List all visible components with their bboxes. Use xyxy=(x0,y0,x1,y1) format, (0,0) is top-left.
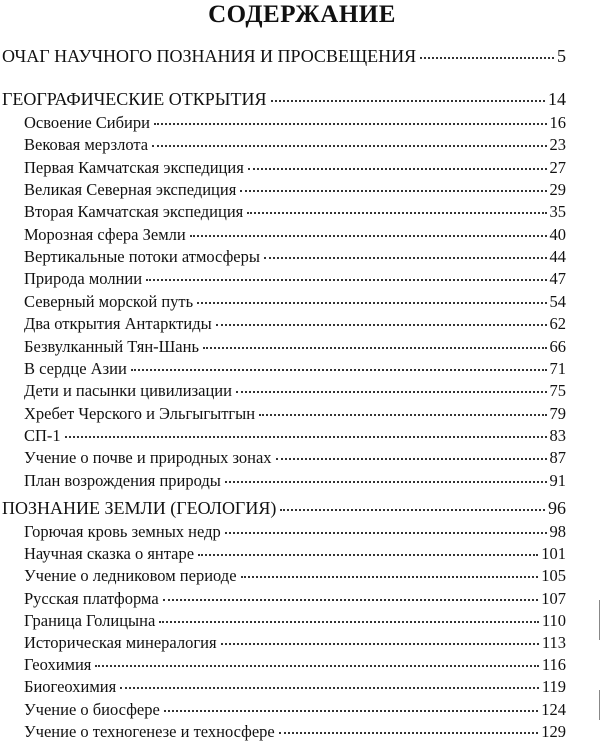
toc-entry-item-title: Русская платформа xyxy=(24,589,159,608)
dot-leader xyxy=(271,99,545,102)
toc-entry-item xyxy=(24,565,566,586)
toc-entry-item-title: Морозная сфера Земли xyxy=(24,225,186,244)
toc-section-heading-page-number: 14 xyxy=(548,89,566,109)
dot-leader xyxy=(240,189,546,192)
toc-entry-item-page-number: 79 xyxy=(549,404,566,423)
toc-entry-item-page-number: 91 xyxy=(549,471,566,490)
page-title: СОДЕРЖАНИЕ xyxy=(208,1,396,28)
toc-entry-item-page-number: 66 xyxy=(549,337,566,356)
toc-section-heading-title: ГЕОГРАФИЧЕСКИЕ ОТКРЫТИЯ xyxy=(2,89,267,109)
toc-entry-item-page-number: 75 xyxy=(549,381,566,400)
toc-entry-item-title: Хребет Черского и Эльгыгытгын xyxy=(24,404,256,423)
toc-entry-item-page-number: 23 xyxy=(549,135,566,154)
dot-leader xyxy=(65,435,547,438)
toc-entry-item xyxy=(24,588,566,609)
toc-entry-item xyxy=(24,425,566,446)
dot-leader xyxy=(95,664,538,667)
toc-entry-item xyxy=(24,201,566,222)
toc-entry-item-title: Безвулканный Тян-Шань xyxy=(24,337,199,356)
toc-entry-item xyxy=(24,470,566,491)
toc-entry-item-page-number: 105 xyxy=(541,566,566,585)
toc-section-heading-page-number: 96 xyxy=(548,498,566,518)
dot-leader xyxy=(131,368,547,371)
toc-entry-item-title: Северный морской путь xyxy=(24,292,194,311)
scan-edge-line xyxy=(599,600,600,640)
dot-leader xyxy=(216,323,547,326)
toc-entry-item xyxy=(24,521,566,542)
toc-entry-item-page-number: 129 xyxy=(541,722,566,741)
toc-entry-item-title: Вертикальные потоки атмосферы xyxy=(24,247,260,266)
toc-entry-item-page-number: 116 xyxy=(541,655,566,674)
dot-leader xyxy=(163,598,539,601)
dot-leader xyxy=(198,553,538,556)
toc-entry-item xyxy=(24,336,566,357)
toc-section-heading-title: ПОЗНАНИЕ ЗЕМЛИ (ГЕОЛОГИЯ) xyxy=(2,498,277,518)
toc-entry-item-title: Учение о ледниковом периоде xyxy=(24,566,237,585)
toc-entry-item-page-number: 62 xyxy=(549,314,566,333)
toc-section-heading-title: ОЧАГ НАУЧНОГО ПОЗНАНИЯ И ПРОСВЕЩЕНИЯ xyxy=(2,46,417,66)
dot-leader xyxy=(225,531,547,534)
toc-entry-item-page-number: 40 xyxy=(549,225,566,244)
toc-entry-item-title: План возрождения природы xyxy=(24,471,221,490)
dot-leader xyxy=(276,457,547,460)
dot-leader xyxy=(164,709,538,712)
toc-entry-item-title: Геохимия xyxy=(24,655,92,674)
toc-entry-item-title: Вековая мерзлота xyxy=(24,135,149,154)
toc-entry-item xyxy=(24,246,566,267)
toc-entry-item-page-number: 54 xyxy=(549,292,566,311)
toc-entry-item-page-number: 44 xyxy=(549,247,566,266)
toc-entry-item xyxy=(24,268,566,289)
dot-leader xyxy=(154,122,547,125)
toc-entry-item-page-number: 107 xyxy=(541,589,566,608)
toc-entry-item-page-number: 35 xyxy=(549,202,566,221)
dot-leader xyxy=(236,390,547,393)
toc-entry-item-title: Первая Камчатская экспедиция xyxy=(24,158,244,177)
toc-section-heading xyxy=(2,497,566,519)
toc-entry-item xyxy=(24,447,566,468)
toc-entry-item-page-number: 47 xyxy=(549,269,566,288)
dot-leader xyxy=(203,346,547,349)
toc-entry-item-title: Учение о техногенезе и техносфере xyxy=(24,722,275,741)
dot-leader xyxy=(420,56,554,59)
toc-entry-item xyxy=(24,610,566,631)
toc-entry-item xyxy=(24,543,566,564)
dot-leader xyxy=(280,508,545,511)
toc-entry-item-title: Вторая Камчатская экспедиция xyxy=(24,202,244,221)
dot-leader xyxy=(197,301,546,304)
toc-entry-item xyxy=(24,676,566,697)
toc-entry-item xyxy=(24,403,566,424)
toc-entry-item-page-number: 83 xyxy=(549,426,566,445)
toc-entry-item xyxy=(24,224,566,245)
toc-entry-item-page-number: 16 xyxy=(549,113,566,132)
toc-entry-item-title: Природа молнии xyxy=(24,269,143,288)
toc-entry-item-page-number: 113 xyxy=(541,633,566,652)
dot-leader xyxy=(152,144,546,147)
toc-entry-item-title: В сердце Азии xyxy=(24,359,127,378)
toc-entry-item xyxy=(24,157,566,178)
toc-entry-item-page-number: 87 xyxy=(549,448,566,467)
toc-entry-item-title: Учение о биосфере xyxy=(24,700,160,719)
dot-leader xyxy=(264,256,547,259)
toc-section-heading xyxy=(2,45,566,67)
toc-entry-item-title: Дети и пасынки цивилизации xyxy=(24,381,232,400)
toc-entry-item xyxy=(24,112,566,133)
dot-leader xyxy=(159,620,539,623)
toc-entry-item xyxy=(24,134,566,155)
toc-entry-item-title: Освоение Сибири xyxy=(24,113,150,132)
dot-leader xyxy=(247,211,546,214)
dot-leader xyxy=(259,413,546,416)
toc-entry-item xyxy=(24,313,566,334)
toc-entry-item xyxy=(24,721,566,742)
toc-entry-item xyxy=(24,380,566,401)
toc-entry-item-page-number: 119 xyxy=(541,677,566,696)
toc-entry-item xyxy=(24,291,566,312)
toc-entry-item-title: Учение о почве и природных зонах xyxy=(24,448,272,467)
dot-leader xyxy=(221,642,539,645)
toc-entry-item-page-number: 29 xyxy=(549,180,566,199)
dot-leader xyxy=(225,480,547,483)
dot-leader xyxy=(241,575,539,578)
toc-entry-item-page-number: 110 xyxy=(541,611,566,630)
toc-entry-item-title: Граница Голицына xyxy=(24,611,156,630)
toc-entry-item-title: СП-1 xyxy=(24,426,61,445)
toc-entry-item xyxy=(24,654,566,675)
toc-entry-item-title: Историческая минералогия xyxy=(24,633,217,652)
dot-leader xyxy=(146,278,546,281)
toc-entry-item-page-number: 71 xyxy=(549,359,566,378)
toc-entry-item-title: Биогеохимия xyxy=(24,677,117,696)
toc-entry-item-page-number: 124 xyxy=(541,700,566,719)
toc-entry-item-page-number: 27 xyxy=(549,158,566,177)
toc-entry-item-title: Горючая кровь земных недр xyxy=(24,522,221,541)
toc-entry-item-page-number: 101 xyxy=(541,544,566,563)
dot-leader xyxy=(248,167,547,170)
toc-entry-item-title: Великая Северная экспедиция xyxy=(24,180,237,199)
scan-edge-line xyxy=(599,690,600,720)
dot-leader xyxy=(190,234,547,237)
toc-entry-item-page-number: 98 xyxy=(549,522,566,541)
toc-entry-item xyxy=(24,358,566,379)
toc-entry-item xyxy=(24,632,566,653)
dot-leader xyxy=(120,686,539,689)
toc-entry-item-title: Два открытия Антарктиды xyxy=(24,314,212,333)
toc-section-heading-page-number: 5 xyxy=(557,46,566,66)
toc-entry-item xyxy=(24,179,566,200)
toc-entry-item-title: Научная сказка о янтаре xyxy=(24,544,195,563)
toc-entry-item xyxy=(24,699,566,720)
toc-section-heading xyxy=(2,88,566,110)
dot-leader xyxy=(279,731,538,734)
